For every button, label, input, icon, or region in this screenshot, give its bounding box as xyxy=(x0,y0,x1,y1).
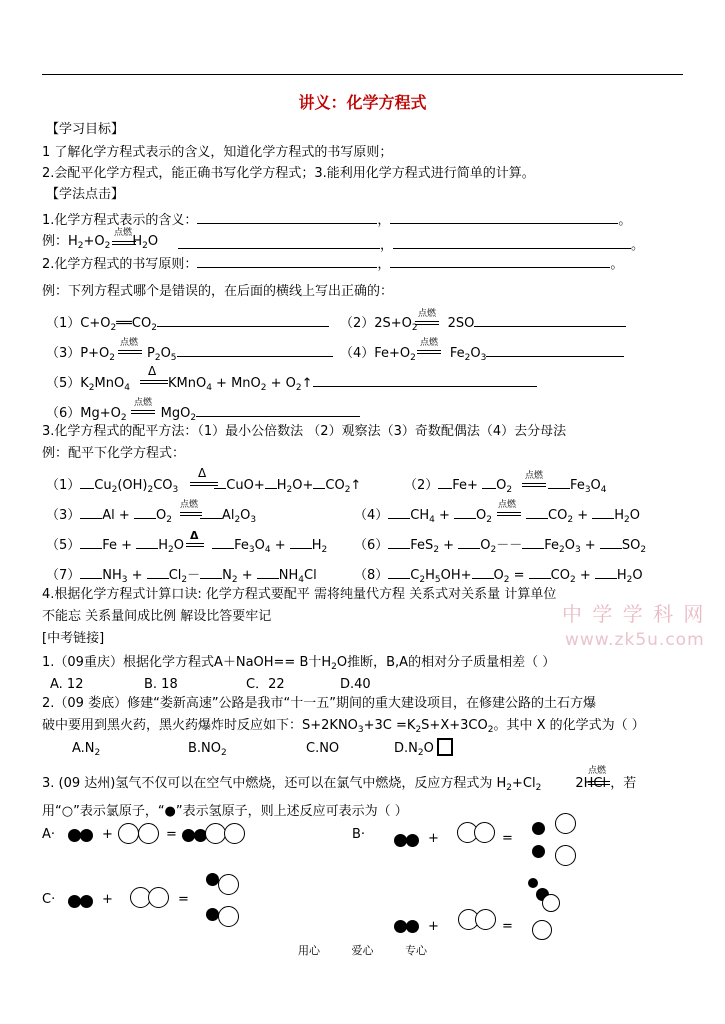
goals-header: 【学习目标】 xyxy=(46,122,125,137)
hydrogen-atom-icon xyxy=(532,845,545,858)
condition-label: 点燃 xyxy=(525,471,544,481)
eq-4: $(4)Fe+O_2$ $Fe_2O_3$ xyxy=(340,344,624,366)
equals-bar xyxy=(415,321,439,322)
condition-label: Δ xyxy=(148,364,157,378)
footer-item: 爱心 xyxy=(351,944,374,957)
bal-6: （6） $FeS_2 + O_2-- Fe_2O_3 + SO_2$ xyxy=(354,538,647,555)
equals-bar xyxy=(497,515,521,516)
watermark-url: www.zk5u.com xyxy=(565,630,705,650)
equals-bar xyxy=(190,485,218,486)
error-prompt: 例：下列方程式哪个是错误的，在后面的横线上写出正确的： xyxy=(42,284,394,299)
goal-1: 1 了解化学方程式表示的含义，知道化学方程式的书写原则； xyxy=(42,145,393,160)
bal-3: （3） $Al + O_2$ $Al_2O_3$ xyxy=(46,508,257,525)
hydrogen-atom-icon xyxy=(406,834,419,847)
calc-rhyme-1: 4.根据化学方程式计算口诀: 化学方程式要配平 需将纯量代方程 关系式对关系量 计算单位 xyxy=(42,587,557,602)
option-a: A. 12 xyxy=(50,677,84,692)
equals-bar xyxy=(140,380,168,381)
chlorine-atom-icon xyxy=(224,823,245,844)
chlorine-atom-icon xyxy=(118,823,139,844)
page-title: 讲义：化学方程式 xyxy=(298,93,427,112)
condition-label: 点燃 xyxy=(114,228,133,238)
question-dazhou-2: 用“○”表示氯原子，“●”表示氢原子，则上述反应可表示为（ ） xyxy=(42,804,408,819)
example-blanks: ， 。 xyxy=(178,236,644,253)
hydrogen-atom-icon xyxy=(406,920,419,933)
watermark-cn: 中 学 学 科 网 xyxy=(562,602,706,626)
eq-3: $(3)P+O_2$ $P_2O_5$ xyxy=(46,344,333,366)
footer xyxy=(0,942,725,958)
question-chongqing: 1.（09重庆）根据化学方程式A＋NaOH== B十$H_2O$推断，B,A的相对分子质量相差（ ） xyxy=(42,655,556,672)
condition-label: Δ xyxy=(198,466,207,480)
chlorine-atom-icon xyxy=(148,887,169,908)
condition-label: 点燃 xyxy=(420,338,439,348)
plus-sign: + xyxy=(428,919,439,934)
equals-bar xyxy=(497,512,521,513)
condition-label: 点燃 xyxy=(498,500,517,510)
hydrogen-atom-icon xyxy=(206,908,219,921)
plus-sign: + xyxy=(102,827,113,842)
bal-1: （1） $Cu_2(OH)_2CO_3$ $CuO+ H_2O+$ $CO_2↑$ xyxy=(46,478,362,495)
question-loudi-1: 2.（09 娄底）修建“娄新高速”公路是我市“十一五”期间的重大建设项目，在修建公路的土石方爆 xyxy=(42,696,597,711)
choice-b-label: B· xyxy=(352,827,366,842)
bal-8: （8） $C_2H_5OH+ O_2 = CO_2 + H_2O$ xyxy=(354,568,643,585)
top-rule xyxy=(42,74,683,75)
balance-prompt: 例：配平下化学方程式： xyxy=(42,446,186,461)
link-header: [中考链接] xyxy=(42,631,105,646)
footer-item: 专心 xyxy=(405,944,427,957)
chlorine-atom-icon xyxy=(138,823,159,844)
chlorine-atom-icon xyxy=(474,822,495,843)
chlorine-atom-icon xyxy=(542,894,560,912)
choice-c-label: C· xyxy=(42,892,56,907)
condition-label: 点燃 xyxy=(134,398,153,408)
choice-a-label: A· xyxy=(42,827,56,842)
balance-methods: 3.化学方程式的配平方法：（1）最小公倍数法 （2）观察法（3）奇数配偶法（4）去分母法 xyxy=(42,424,567,439)
condition-label: 点燃 xyxy=(120,338,139,348)
chlorine-atom-icon xyxy=(555,813,576,834)
plus-sign: + xyxy=(102,892,113,907)
option-b: B. 18 xyxy=(144,677,178,692)
footer-item: 用心 xyxy=(298,944,320,957)
plus-sign: + xyxy=(428,831,439,846)
bal-2: （2） $Fe+ O_2$ $Fe_3O_4$ xyxy=(404,478,607,495)
equals-bar xyxy=(415,324,439,325)
option-c: C．22 xyxy=(246,677,285,692)
question-meaning: 1.化学方程式表示的含义： ， 。 xyxy=(42,213,632,228)
condition-label: Δ xyxy=(190,529,199,542)
equals-sign: = xyxy=(502,831,513,846)
hydrogen-atom-icon xyxy=(80,895,93,908)
eq-2: $(2)2S+O_2$ 2SO xyxy=(340,314,626,336)
equals-bar xyxy=(417,350,441,351)
option-d: $D.N_2O$ xyxy=(394,741,434,758)
equals-bar xyxy=(180,515,202,516)
option-a: $A.N_2$ xyxy=(72,741,101,758)
example-h2: 例：$H_2+O_2$ $H_2O$ xyxy=(42,234,159,251)
eq-1: $(1)C+O_2══CO_2$ xyxy=(46,314,329,336)
answer-box xyxy=(437,738,453,756)
equals-bar xyxy=(131,410,155,411)
bal-4: （4） $CH_4 + O_2$ $CO_2 + H_2O$ xyxy=(354,508,640,525)
equals-sign: = xyxy=(178,892,189,907)
hydrogen-atom-icon xyxy=(528,878,538,888)
chlorine-atom-icon xyxy=(218,874,239,895)
option-c: C.NO xyxy=(306,741,340,756)
chlorine-atom-icon xyxy=(532,920,552,940)
equals-bar xyxy=(118,350,142,351)
question-principle: 2.化学方程式的书写原则： ， 。 xyxy=(42,257,624,272)
eq-5: $(5)K_2MnO_4$ KMnO$_4$ + $MnO_2 + O_2↑$ xyxy=(46,374,537,396)
eq-6: $(6)Mg+O_2$ MgO$_2$ xyxy=(46,404,360,426)
equals-bar xyxy=(186,546,204,547)
question-dazhou-1: 3. (09 达州)氢气不仅可以在空气中燃烧，还可以在氯气中燃烧，反应方程式为 $H_2+Cl_2$ 2HCl ，若 xyxy=(42,776,637,793)
option-b: $B.NO_2$ xyxy=(188,741,227,758)
hydrogen-atom-icon xyxy=(532,822,545,835)
condition-label: 点燃 xyxy=(180,500,199,510)
bal-5: （5） $Fe + H_2O$ $Fe_3O_4 + H_2$ xyxy=(46,538,328,555)
equals-bar xyxy=(522,486,546,487)
equals-sign: = xyxy=(502,919,513,934)
condition-label: 点燃 xyxy=(418,309,437,319)
equals-bar xyxy=(522,483,546,484)
equals-bar xyxy=(140,383,168,384)
chlorine-atom-icon xyxy=(218,906,239,927)
chlorine-atom-icon xyxy=(205,823,226,844)
bal-7: （7） $NH_3 + Cl_2- N_2 + NH_4Cl$ xyxy=(46,568,317,585)
equals-bar xyxy=(588,784,610,785)
equals-bar xyxy=(112,241,136,242)
chlorine-atom-icon xyxy=(555,845,576,866)
condition-label: 点燃 xyxy=(588,766,607,776)
question-loudi-2: 破中要用到黑火药，黑火药爆炸时反应如下：$S+2KNO_3+3C =K_2S+X+3CO_2$。其中 X 的化学式为（ ） xyxy=(42,718,645,735)
hydrogen-atom-icon xyxy=(80,829,93,842)
equals-bar xyxy=(417,353,441,354)
goal-2: 2.会配平化学方程式，能正确书写化学方程式；3.能利用化学方程式进行简单的计算。 xyxy=(42,166,535,181)
equals-bar xyxy=(131,413,155,414)
equals-bar xyxy=(180,512,202,513)
equals-bar xyxy=(118,353,142,354)
equals-bar xyxy=(588,781,610,782)
equals-bar xyxy=(190,482,218,483)
method-header: 【学法点击】 xyxy=(46,187,125,202)
option-d: D.40 xyxy=(340,677,371,692)
calc-rhyme-2: 不能忘 关系量间成比例 解设比答要牢记 xyxy=(42,609,272,624)
equals-bar xyxy=(112,244,136,245)
chlorine-atom-icon xyxy=(475,909,496,930)
equals-bar xyxy=(186,543,204,544)
equals-sign: = xyxy=(166,827,177,842)
